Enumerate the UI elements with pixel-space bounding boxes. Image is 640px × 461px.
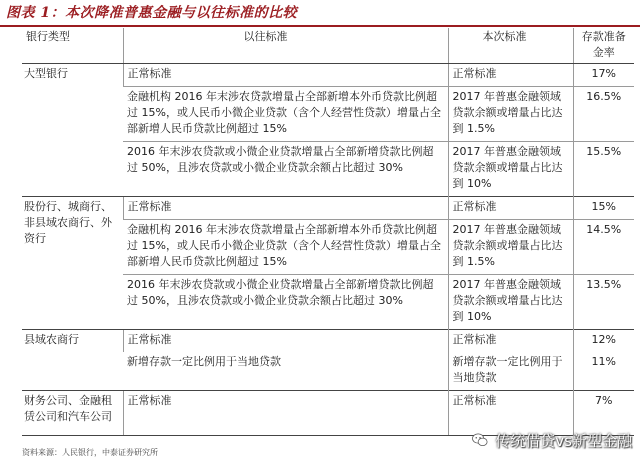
header-bank-type: 银行类型 (22, 28, 123, 64)
current-standard-cell: 正常标准 (448, 391, 573, 436)
reserve-ratio-cell: 15.5% (573, 142, 634, 197)
current-standard-cell: 2017 年普惠金融领域贷款余额或增量占比达到 10% (448, 142, 573, 197)
bank-type-cell: 大型银行 (22, 64, 123, 197)
reserve-ratio-cell: 12% (573, 330, 634, 353)
comparison-table (22, 28, 634, 436)
current-standard-cell: 2017 年普惠金融领域贷款余额或增量占比达到 10% (448, 275, 573, 330)
wechat-icon (471, 431, 489, 449)
previous-standard-cell: 正常标准 (123, 197, 448, 220)
previous-standard-cell: 2016 年末涉农贷款或小微企业贷款增量占全部新增贷款比例超过 50%，且涉农贷款或小微企业贷款余额占比超过 30% (123, 275, 448, 330)
previous-standard-cell: 新增存款一定比例用于当地贷款 (127, 355, 281, 368)
current-standard-cell: 2017 年普惠金融领域贷款余额或增量占比达到 1.5% (448, 87, 573, 142)
previous-standard-cell: 金融机构 2016 年末涉农贷款增量占全部新增本外币贷款比例超过 15%，或人民币小微企业贷款（含个人经营性贷款）增量占全部新增人民币贷款比例超过 15% (123, 220, 448, 275)
reserve-ratio-cell: 14.5% (573, 220, 634, 275)
reserve-ratio-cell: 16.5% (573, 87, 634, 142)
reserve-ratio-cell: 7% (573, 391, 634, 436)
reserve-ratio-cell: 11% (573, 352, 634, 391)
bank-type-cell: 县域农商行 (22, 330, 123, 391)
table-row (22, 64, 634, 87)
reserve-ratio-cell: 17% (573, 64, 634, 87)
current-standard-cell: 正常标准 (448, 330, 573, 353)
previous-standard-cell: 正常标准 (123, 330, 448, 353)
header-current-standard: 本次标准 (448, 28, 573, 64)
header-previous-standard: 以往标准 (123, 28, 448, 64)
watermark (471, 428, 632, 452)
current-standard-cell: 2017 年普惠金融领域贷款余额或增量占比达到 1.5% (448, 220, 573, 275)
current-standard-cell: 正常标准 (448, 64, 573, 87)
source-note: 资料来源：人民银行，中泰证券研究所 (22, 448, 158, 457)
previous-standard-cell: 正常标准 (123, 391, 448, 436)
previous-standard-cell: 2016 年末涉农贷款或小微企业贷款增量占全部新增贷款比例超过 50%，且涉农贷款或小微企业贷款余额占比超过 30% (123, 142, 448, 197)
header-reserve-ratio: 存款准备金率 (573, 28, 634, 64)
watermark-text: 传统借贷vs新型金融 (495, 431, 632, 450)
table-row (22, 330, 634, 353)
bank-type-cell: 财务公司、金融租赁公司和汽车公司 (22, 391, 123, 436)
previous-standard-cell: 正常标准 (123, 64, 448, 87)
reserve-ratio-cell: 15% (573, 197, 634, 220)
title-divider (0, 25, 640, 27)
current-standard-cell: 新增存款一定比例用于当地贷款 (448, 352, 573, 391)
current-standard-cell: 正常标准 (448, 197, 573, 220)
table-row (22, 197, 634, 220)
previous-standard-cell: 金融机构 2016 年末涉农贷款增量占全部新增本外币贷款比例超过 15%，或人民币小微企业贷款（含个人经营性贷款）增量占全部新增人民币贷款比例超过 15% (123, 87, 448, 142)
bank-type-cell: 股份行、城商行、非县域农商行、外资行 (22, 197, 123, 330)
figure-title: 图表 1：本次降准普惠金融与以往标准的比较 (6, 5, 298, 21)
reserve-ratio-cell: 13.5% (573, 275, 634, 330)
header-row (22, 28, 634, 64)
